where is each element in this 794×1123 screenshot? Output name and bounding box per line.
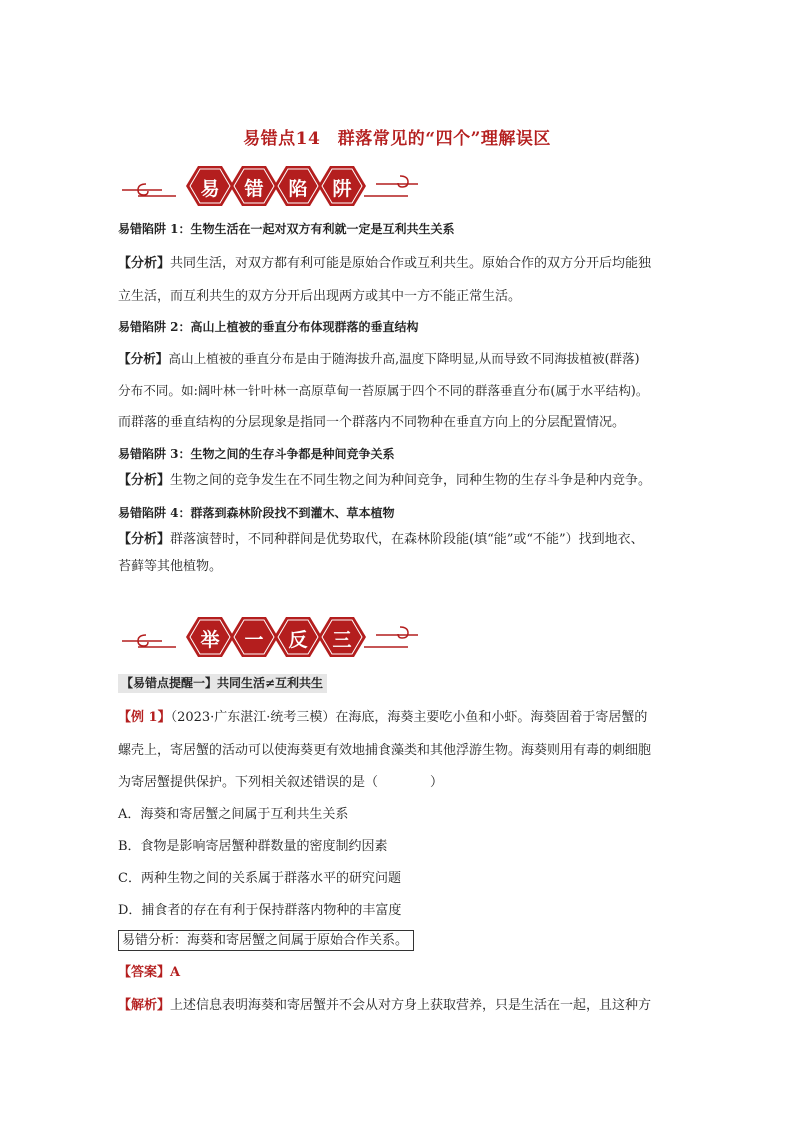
analysis-text: 高山上植被的垂直分布是由于随海拔升高,温度下降明显,从而导致不同海拔植被(群落) [168, 351, 640, 366]
explanation-line [118, 997, 651, 1014]
reminder-label: 【易错点提醒一】共同生活≠互利共生 [118, 674, 327, 693]
analysis-tag: 【分析】 [118, 351, 169, 366]
banner-char: 陷 [288, 178, 308, 200]
banner-char: 错 [244, 178, 264, 200]
banner-char: 易 [200, 178, 220, 200]
option-a: A．海葵和寄居蟹之间属于互利共生关系 [118, 807, 349, 822]
analysis-text: 生物之间的竞争发生在不同生物之间为种间竞争，同种生物的生存斗争是种内竞争。 [170, 473, 652, 488]
trap-heading: 易错陷阱 3：生物之间的生存斗争都是种间竞争关系 [118, 447, 395, 461]
banner-char: 一 [244, 629, 264, 651]
trap-analysis-line: 立生活，而互利共生的双方分开后出现两方或其中一方不能正常生活。 [118, 289, 522, 304]
example-tag: 【例 1】 [118, 710, 171, 725]
answer-tag: 【答案】 [118, 965, 171, 980]
option-c: C．两种生物之间的关系属于群落水平的研究问题 [118, 871, 401, 886]
section-banner-traps [118, 162, 426, 210]
answer-line [118, 964, 180, 981]
answer-value: A [170, 965, 181, 980]
option-d: D．捕食者的存在有利于保持群落内物种的丰富度 [118, 903, 402, 918]
analysis-text: 共同生活，对双方都有利可能是原始合作或互利共生。原始合作的双方分开后均能独 [170, 256, 652, 271]
trap-analysis-line: 分布不同。如:阔叶林一针叶林一高原草甸一苔原属于四个不同的群落垂直分布(属于水平结构)。 [118, 383, 649, 398]
banner-char: 阱 [332, 178, 352, 200]
banner-char: 举 [200, 629, 220, 651]
example-text: （2023·广东湛江·统考三模）在海底，海葵主要吃小鱼和小虾。海葵固着于寄居蟹的 [170, 710, 648, 725]
trap-heading: 易错陷阱 4：群落到森林阶段找不到灌木、草本植物 [118, 506, 395, 520]
explanation-text: 上述信息表明海葵和寄居蟹并不会从对方身上获取营养，只是生活在一起，且这种方 [170, 998, 652, 1013]
trap-analysis-line: 而群落的垂直结构的分层现象是指同一个群落内不同物种在垂直方向上的分层配置情况。 [118, 415, 626, 430]
analysis-text: 群落演替时，不同种群间是优势取代，在森林阶段能(填“能”或“不能”）找到地衣、 [170, 532, 644, 547]
explanation-tag: 【解析】 [118, 998, 171, 1013]
example-stem-line: 螺壳上，寄居蟹的活动可以使海葵更有效地捕食藻类和其他浮游生物。海葵则用有毒的刺细胞 [118, 743, 652, 758]
example-stem-line [118, 709, 647, 726]
banner-char: 三 [332, 629, 352, 651]
analysis-tag: 【分析】 [118, 532, 171, 547]
trap-heading: 易错陷阱 1：生物生活在一起对双方有利就一定是互利共生关系 [118, 222, 455, 236]
trap-analysis-line: 苔藓等其他植物。 [118, 559, 223, 574]
trap-analysis-line [118, 255, 651, 272]
error-note-box: 易错分析：海葵和寄居蟹之间属于原始合作关系。 [118, 930, 414, 951]
analysis-tag: 【分析】 [118, 256, 171, 271]
banner-char: 反 [288, 629, 308, 651]
trap-analysis-line [118, 472, 651, 489]
page-title: 易错点14 群落常见的“四个”理解误区 [243, 129, 551, 149]
trap-analysis-line [118, 350, 640, 367]
trap-analysis-line [118, 531, 644, 548]
section-banner-examples [118, 613, 426, 661]
example-stem-line: 为寄居蟹提供保护。下列相关叙述错误的是（ ） [118, 775, 444, 790]
option-b: B．食物是影响寄居蟹种群数量的密度制约因素 [118, 839, 388, 854]
trap-heading: 易错陷阱 2：高山上植被的垂直分布体现群落的垂直结构 [118, 320, 419, 334]
analysis-tag: 【分析】 [118, 473, 171, 488]
